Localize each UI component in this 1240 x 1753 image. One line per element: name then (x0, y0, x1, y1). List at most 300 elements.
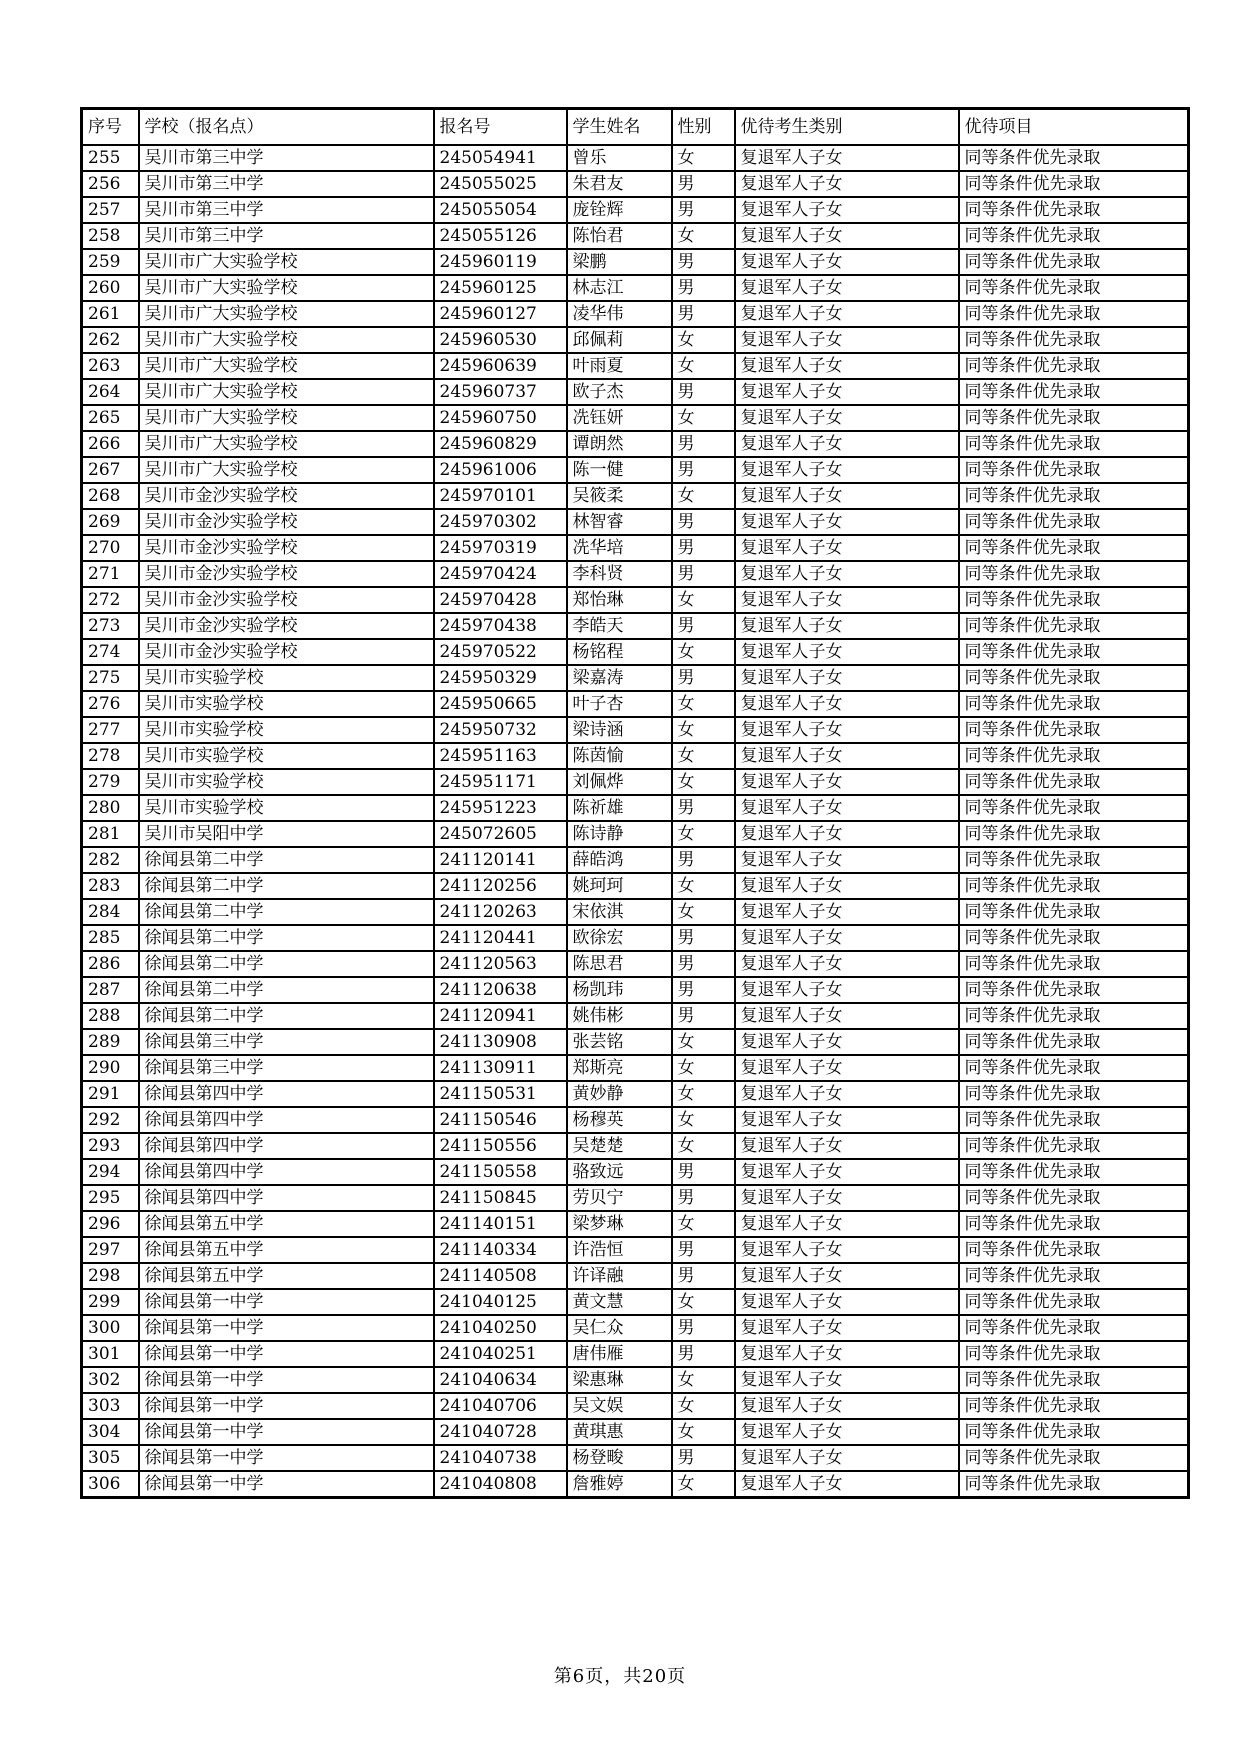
cell-project: 同等条件优先录取 (959, 951, 1189, 977)
table-row (82, 951, 1189, 977)
cell-name: 林智睿 (567, 509, 672, 535)
cell-index: 258 (82, 223, 139, 249)
cell-gender: 男 (672, 249, 735, 275)
table-row (82, 795, 1189, 821)
cell-regno: 245960530 (434, 327, 567, 353)
table-row (82, 1341, 1189, 1367)
cell-category: 复退军人子女 (735, 145, 959, 171)
cell-regno: 245960829 (434, 431, 567, 457)
cell-index: 306 (82, 1471, 139, 1498)
cell-regno: 241120141 (434, 847, 567, 873)
cell-gender: 女 (672, 1055, 735, 1081)
cell-gender: 女 (672, 327, 735, 353)
col-header-name: 学生姓名 (567, 109, 672, 146)
cell-regno: 241040251 (434, 1341, 567, 1367)
cell-project: 同等条件优先录取 (959, 353, 1189, 379)
table-row (82, 353, 1189, 379)
col-header-school: 学校（报名点） (139, 109, 434, 146)
cell-school: 吴川市实验学校 (139, 769, 434, 795)
cell-school: 徐闻县第三中学 (139, 1055, 434, 1081)
cell-index: 289 (82, 1029, 139, 1055)
cell-regno: 241130911 (434, 1055, 567, 1081)
cell-category: 复退军人子女 (735, 561, 959, 587)
cell-regno: 241040728 (434, 1419, 567, 1445)
table-row (82, 379, 1189, 405)
cell-gender: 女 (672, 1289, 735, 1315)
col-header-gender: 性别 (672, 109, 735, 146)
cell-school: 徐闻县第一中学 (139, 1419, 434, 1445)
cell-index: 294 (82, 1159, 139, 1185)
cell-regno: 241120941 (434, 1003, 567, 1029)
table-row (82, 639, 1189, 665)
cell-category: 复退军人子女 (735, 691, 959, 717)
cell-name: 陈怡君 (567, 223, 672, 249)
cell-name: 刘佩烨 (567, 769, 672, 795)
col-header-regno: 报名号 (434, 109, 567, 146)
cell-regno: 245055025 (434, 171, 567, 197)
cell-school: 徐闻县第四中学 (139, 1159, 434, 1185)
cell-project: 同等条件优先录取 (959, 223, 1189, 249)
cell-regno: 241150531 (434, 1081, 567, 1107)
cell-project: 同等条件优先录取 (959, 743, 1189, 769)
cell-project: 同等条件优先录取 (959, 1003, 1189, 1029)
col-header-project: 优待项目 (959, 109, 1189, 146)
cell-category: 复退军人子女 (735, 639, 959, 665)
table-row (82, 561, 1189, 587)
cell-regno: 245960125 (434, 275, 567, 301)
cell-school: 徐闻县第一中学 (139, 1315, 434, 1341)
cell-regno: 241140334 (434, 1237, 567, 1263)
cell-gender: 女 (672, 1133, 735, 1159)
cell-gender: 女 (672, 769, 735, 795)
cell-category: 复退军人子女 (735, 301, 959, 327)
table-row (82, 431, 1189, 457)
cell-regno: 241130908 (434, 1029, 567, 1055)
cell-index: 268 (82, 483, 139, 509)
table-row (82, 925, 1189, 951)
cell-school: 吴川市广大实验学校 (139, 249, 434, 275)
table-row (82, 1445, 1189, 1471)
cell-category: 复退军人子女 (735, 873, 959, 899)
cell-gender: 男 (672, 847, 735, 873)
cell-index: 291 (82, 1081, 139, 1107)
cell-name: 林志江 (567, 275, 672, 301)
cell-category: 复退军人子女 (735, 1107, 959, 1133)
cell-school: 吴川市第三中学 (139, 197, 434, 223)
cell-index: 280 (82, 795, 139, 821)
cell-name: 叶雨夏 (567, 353, 672, 379)
cell-project: 同等条件优先录取 (959, 1289, 1189, 1315)
cell-category: 复退军人子女 (735, 1029, 959, 1055)
cell-index: 272 (82, 587, 139, 613)
cell-school: 吴川市金沙实验学校 (139, 483, 434, 509)
table-row (82, 899, 1189, 925)
cell-gender: 男 (672, 301, 735, 327)
cell-project: 同等条件优先录取 (959, 483, 1189, 509)
cell-school: 徐闻县第五中学 (139, 1211, 434, 1237)
cell-project: 同等条件优先录取 (959, 1107, 1189, 1133)
table-row (82, 1029, 1189, 1055)
cell-project: 同等条件优先录取 (959, 1237, 1189, 1263)
cell-index: 298 (82, 1263, 139, 1289)
page-number-footer: 第6页，共20页 (553, 1666, 687, 1687)
cell-project: 同等条件优先录取 (959, 613, 1189, 639)
cell-name: 许译融 (567, 1263, 672, 1289)
table-row (82, 1055, 1189, 1081)
cell-regno: 245951171 (434, 769, 567, 795)
cell-school: 吴川市金沙实验学校 (139, 561, 434, 587)
cell-gender: 男 (672, 1185, 735, 1211)
cell-category: 复退军人子女 (735, 1471, 959, 1498)
table-row (82, 1289, 1189, 1315)
table-row (82, 249, 1189, 275)
cell-name: 唐伟雁 (567, 1341, 672, 1367)
cell-category: 复退军人子女 (735, 769, 959, 795)
cell-index: 267 (82, 457, 139, 483)
cell-name: 陈思君 (567, 951, 672, 977)
student-roster-table (80, 107, 1190, 1499)
cell-school: 吴川市第三中学 (139, 145, 434, 171)
cell-category: 复退军人子女 (735, 1315, 959, 1341)
cell-name: 吴楚楚 (567, 1133, 672, 1159)
cell-name: 杨穆英 (567, 1107, 672, 1133)
cell-index: 277 (82, 717, 139, 743)
cell-regno: 245055054 (434, 197, 567, 223)
cell-school: 吴川市金沙实验学校 (139, 535, 434, 561)
cell-name: 谭朗然 (567, 431, 672, 457)
cell-name: 欧徐宏 (567, 925, 672, 951)
cell-project: 同等条件优先录取 (959, 1341, 1189, 1367)
cell-regno: 245950329 (434, 665, 567, 691)
cell-project: 同等条件优先录取 (959, 691, 1189, 717)
cell-category: 复退军人子女 (735, 405, 959, 431)
table-row (82, 743, 1189, 769)
cell-name: 李皓天 (567, 613, 672, 639)
cell-category: 复退军人子女 (735, 1341, 959, 1367)
cell-category: 复退军人子女 (735, 1445, 959, 1471)
table-row (82, 847, 1189, 873)
cell-name: 许浩恒 (567, 1237, 672, 1263)
cell-school: 徐闻县第二中学 (139, 925, 434, 951)
cell-name: 郑斯亮 (567, 1055, 672, 1081)
cell-project: 同等条件优先录取 (959, 405, 1189, 431)
cell-category: 复退军人子女 (735, 509, 959, 535)
cell-name: 曾乐 (567, 145, 672, 171)
cell-name: 陈茵愉 (567, 743, 672, 769)
cell-project: 同等条件优先录取 (959, 171, 1189, 197)
cell-gender: 男 (672, 795, 735, 821)
cell-gender: 女 (672, 1081, 735, 1107)
table-row (82, 821, 1189, 847)
cell-name: 吴筱柔 (567, 483, 672, 509)
cell-regno: 245960750 (434, 405, 567, 431)
cell-school: 徐闻县第五中学 (139, 1237, 434, 1263)
cell-school: 徐闻县第五中学 (139, 1263, 434, 1289)
cell-school: 徐闻县第二中学 (139, 951, 434, 977)
cell-category: 复退军人子女 (735, 1003, 959, 1029)
cell-name: 黄琪惠 (567, 1419, 672, 1445)
cell-gender: 男 (672, 1445, 735, 1471)
cell-name: 黄文慧 (567, 1289, 672, 1315)
cell-index: 256 (82, 171, 139, 197)
table-row (82, 1003, 1189, 1029)
table-row (82, 1185, 1189, 1211)
cell-gender: 女 (672, 1393, 735, 1419)
cell-project: 同等条件优先录取 (959, 1081, 1189, 1107)
cell-category: 复退军人子女 (735, 535, 959, 561)
table-row (82, 613, 1189, 639)
cell-project: 同等条件优先录取 (959, 509, 1189, 535)
cell-gender: 女 (672, 405, 735, 431)
cell-project: 同等条件优先录取 (959, 1419, 1189, 1445)
cell-project: 同等条件优先录取 (959, 873, 1189, 899)
cell-name: 杨铭程 (567, 639, 672, 665)
table-row (82, 1393, 1189, 1419)
table-row (82, 223, 1189, 249)
cell-category: 复退军人子女 (735, 847, 959, 873)
cell-school: 吴川市第三中学 (139, 171, 434, 197)
cell-gender: 男 (672, 509, 735, 535)
cell-name: 凌华伟 (567, 301, 672, 327)
cell-index: 302 (82, 1367, 139, 1393)
cell-category: 复退军人子女 (735, 951, 959, 977)
table-row (82, 587, 1189, 613)
cell-project: 同等条件优先录取 (959, 665, 1189, 691)
cell-index: 282 (82, 847, 139, 873)
cell-category: 复退军人子女 (735, 821, 959, 847)
cell-school: 徐闻县第二中学 (139, 1003, 434, 1029)
cell-school: 徐闻县第四中学 (139, 1185, 434, 1211)
cell-name: 杨登畯 (567, 1445, 672, 1471)
cell-school: 吴川市广大实验学校 (139, 457, 434, 483)
cell-category: 复退军人子女 (735, 1159, 959, 1185)
cell-gender: 男 (672, 1341, 735, 1367)
cell-project: 同等条件优先录取 (959, 1159, 1189, 1185)
cell-gender: 男 (672, 951, 735, 977)
cell-gender: 男 (672, 925, 735, 951)
table-row (82, 1107, 1189, 1133)
cell-index: 259 (82, 249, 139, 275)
cell-school: 徐闻县第二中学 (139, 899, 434, 925)
cell-project: 同等条件优先录取 (959, 1185, 1189, 1211)
cell-school: 徐闻县第四中学 (139, 1133, 434, 1159)
table-row (82, 1367, 1189, 1393)
table-row (82, 509, 1189, 535)
cell-regno: 241150845 (434, 1185, 567, 1211)
cell-gender: 男 (672, 197, 735, 223)
cell-regno: 245960119 (434, 249, 567, 275)
cell-index: 299 (82, 1289, 139, 1315)
cell-gender: 女 (672, 1107, 735, 1133)
cell-category: 复退军人子女 (735, 587, 959, 613)
cell-gender: 女 (672, 899, 735, 925)
cell-project: 同等条件优先录取 (959, 561, 1189, 587)
table-row (82, 457, 1189, 483)
cell-project: 同等条件优先录取 (959, 717, 1189, 743)
cell-project: 同等条件优先录取 (959, 587, 1189, 613)
cell-gender: 男 (672, 561, 735, 587)
cell-regno: 245970319 (434, 535, 567, 561)
cell-project: 同等条件优先录取 (959, 1133, 1189, 1159)
cell-name: 詹雅婷 (567, 1471, 672, 1498)
cell-category: 复退军人子女 (735, 1237, 959, 1263)
cell-gender: 男 (672, 1159, 735, 1185)
table-row (82, 873, 1189, 899)
cell-gender: 男 (672, 535, 735, 561)
cell-index: 269 (82, 509, 139, 535)
cell-regno: 241040706 (434, 1393, 567, 1419)
table-row (82, 1263, 1189, 1289)
cell-gender: 女 (672, 1367, 735, 1393)
cell-name: 欧子杰 (567, 379, 672, 405)
cell-project: 同等条件优先录取 (959, 1263, 1189, 1289)
cell-gender: 男 (672, 275, 735, 301)
cell-name: 冼钰妍 (567, 405, 672, 431)
table-row (82, 171, 1189, 197)
cell-category: 复退军人子女 (735, 353, 959, 379)
cell-name: 劳贝宁 (567, 1185, 672, 1211)
cell-index: 255 (82, 145, 139, 171)
cell-school: 吴川市广大实验学校 (139, 327, 434, 353)
cell-project: 同等条件优先录取 (959, 899, 1189, 925)
cell-school: 吴川市金沙实验学校 (139, 613, 434, 639)
cell-gender: 女 (672, 639, 735, 665)
cell-index: 263 (82, 353, 139, 379)
cell-regno: 241120638 (434, 977, 567, 1003)
cell-category: 复退军人子女 (735, 743, 959, 769)
cell-project: 同等条件优先录取 (959, 197, 1189, 223)
cell-index: 281 (82, 821, 139, 847)
cell-name: 姚珂珂 (567, 873, 672, 899)
cell-school: 徐闻县第二中学 (139, 873, 434, 899)
cell-gender: 女 (672, 483, 735, 509)
cell-index: 296 (82, 1211, 139, 1237)
cell-index: 293 (82, 1133, 139, 1159)
cell-project: 同等条件优先录取 (959, 1055, 1189, 1081)
cell-school: 吴川市实验学校 (139, 691, 434, 717)
cell-regno: 245950665 (434, 691, 567, 717)
cell-index: 261 (82, 301, 139, 327)
cell-school: 徐闻县第一中学 (139, 1445, 434, 1471)
cell-name: 郑怡琳 (567, 587, 672, 613)
cell-school: 徐闻县第一中学 (139, 1341, 434, 1367)
cell-gender: 女 (672, 691, 735, 717)
table-row (82, 197, 1189, 223)
cell-school: 徐闻县第一中学 (139, 1471, 434, 1498)
cell-category: 复退军人子女 (735, 483, 959, 509)
cell-project: 同等条件优先录取 (959, 1471, 1189, 1498)
cell-index: 266 (82, 431, 139, 457)
cell-category: 复退军人子女 (735, 379, 959, 405)
cell-name: 朱君友 (567, 171, 672, 197)
cell-index: 274 (82, 639, 139, 665)
cell-name: 梁鹏 (567, 249, 672, 275)
cell-index: 295 (82, 1185, 139, 1211)
cell-regno: 241150556 (434, 1133, 567, 1159)
cell-gender: 女 (672, 1211, 735, 1237)
cell-regno: 241040250 (434, 1315, 567, 1341)
cell-school: 吴川市广大实验学校 (139, 379, 434, 405)
cell-project: 同等条件优先录取 (959, 1445, 1189, 1471)
cell-name: 庞铨辉 (567, 197, 672, 223)
cell-school: 吴川市广大实验学校 (139, 405, 434, 431)
cell-name: 宋依淇 (567, 899, 672, 925)
cell-category: 复退军人子女 (735, 925, 959, 951)
table-row (82, 405, 1189, 431)
cell-index: 273 (82, 613, 139, 639)
cell-project: 同等条件优先录取 (959, 275, 1189, 301)
cell-gender: 男 (672, 1003, 735, 1029)
cell-regno: 245951223 (434, 795, 567, 821)
cell-category: 复退军人子女 (735, 197, 959, 223)
cell-index: 285 (82, 925, 139, 951)
table-row (82, 1081, 1189, 1107)
cell-regno: 241040808 (434, 1471, 567, 1498)
cell-regno: 241040634 (434, 1367, 567, 1393)
cell-school: 徐闻县第二中学 (139, 977, 434, 1003)
cell-name: 张芸铭 (567, 1029, 672, 1055)
cell-gender: 男 (672, 379, 735, 405)
cell-project: 同等条件优先录取 (959, 977, 1189, 1003)
table-row (82, 665, 1189, 691)
cell-category: 复退军人子女 (735, 613, 959, 639)
cell-regno: 245054941 (434, 145, 567, 171)
cell-project: 同等条件优先录取 (959, 431, 1189, 457)
cell-project: 同等条件优先录取 (959, 769, 1189, 795)
cell-name: 薛皓鸿 (567, 847, 672, 873)
cell-regno: 245970302 (434, 509, 567, 535)
cell-gender: 男 (672, 977, 735, 1003)
cell-school: 吴川市金沙实验学校 (139, 587, 434, 613)
cell-category: 复退军人子女 (735, 899, 959, 925)
cell-regno: 241120263 (434, 899, 567, 925)
cell-index: 276 (82, 691, 139, 717)
cell-regno: 241150558 (434, 1159, 567, 1185)
cell-index: 279 (82, 769, 139, 795)
cell-name: 冼华培 (567, 535, 672, 561)
cell-index: 290 (82, 1055, 139, 1081)
cell-school: 吴川市第三中学 (139, 223, 434, 249)
cell-name: 梁嘉涛 (567, 665, 672, 691)
cell-category: 复退军人子女 (735, 1055, 959, 1081)
cell-index: 292 (82, 1107, 139, 1133)
cell-regno: 245970101 (434, 483, 567, 509)
cell-gender: 男 (672, 1237, 735, 1263)
cell-name: 吴仁众 (567, 1315, 672, 1341)
table-row (82, 483, 1189, 509)
cell-name: 骆致远 (567, 1159, 672, 1185)
cell-project: 同等条件优先录取 (959, 457, 1189, 483)
table-row (82, 977, 1189, 1003)
cell-index: 284 (82, 899, 139, 925)
cell-gender: 女 (672, 743, 735, 769)
cell-category: 复退军人子女 (735, 171, 959, 197)
cell-gender: 女 (672, 1419, 735, 1445)
cell-school: 吴川市实验学校 (139, 743, 434, 769)
cell-category: 复退军人子女 (735, 717, 959, 743)
cell-project: 同等条件优先录取 (959, 249, 1189, 275)
cell-gender: 女 (672, 145, 735, 171)
cell-school: 吴川市广大实验学校 (139, 353, 434, 379)
cell-index: 297 (82, 1237, 139, 1263)
cell-regno: 245960639 (434, 353, 567, 379)
cell-school: 吴川市广大实验学校 (139, 301, 434, 327)
table-row (82, 691, 1189, 717)
cell-gender: 女 (672, 1029, 735, 1055)
table-row (82, 1133, 1189, 1159)
cell-school: 吴川市广大实验学校 (139, 431, 434, 457)
table-row (82, 1211, 1189, 1237)
